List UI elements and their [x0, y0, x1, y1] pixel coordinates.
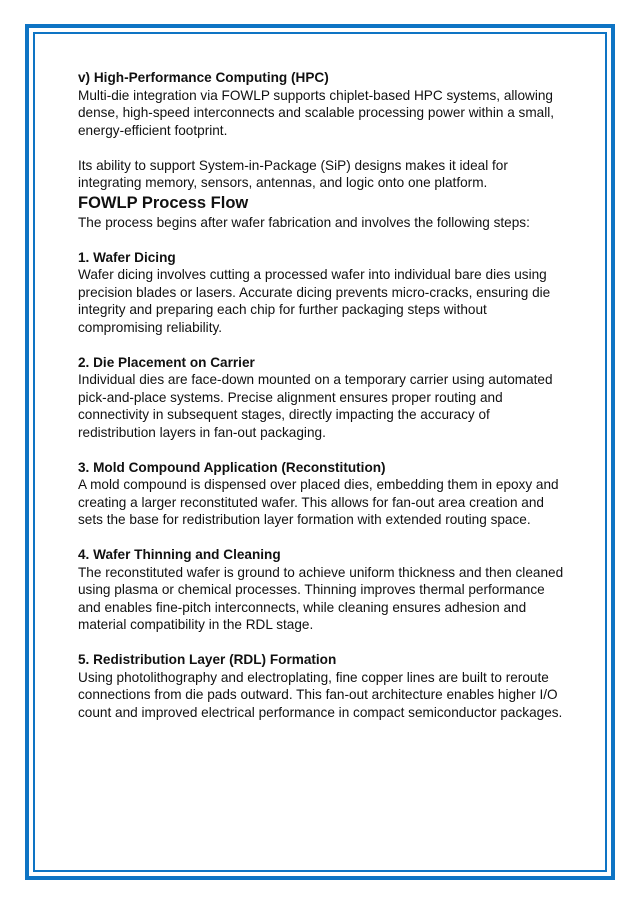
hpc-paragraph-2: Its ability to support System-in-Package (SiP) designs makes it ideal for integrating memory, sensors, antennas, and logic onto one platform.: [78, 157, 508, 190]
step-wafer-dicing: [78, 249, 570, 337]
section-heading: FOWLP Process Flow: [78, 193, 249, 212]
step-body: Using photolithography and electroplating, fine copper lines are built to reroute connections from die pads outward. This fan-out architecture enables higher I/O count and improved electrical performance in compact semiconductor packages.: [78, 669, 563, 720]
document-body: [78, 69, 570, 739]
step-body: A mold compound is dispensed over placed dies, embedding them in epoxy and creating a larger reconstituted wafer. This allows for fan-out area creation and sets the base for redistribution layer formation with extended routing space.: [78, 477, 559, 527]
step-mold-compound: [78, 459, 570, 529]
step-wafer-thinning: [78, 546, 570, 634]
step-title: 5. Redistribution Layer (RDL) Formation: [78, 652, 337, 667]
hpc-paragraph-1: Multi-die integration via FOWLP supports chiplet-based HPC systems, allowing dense, high-speed interconnects and scalable processing power within a small, energy-efficient footprint.: [78, 87, 555, 138]
step-body: Individual dies are face-down mounted on a temporary carrier using automated pick-and-place systems. Precise alignment ensures proper routing and connectivity in subsequent stages, directly impacting the accuracy of redistribution layers in fan-out packaging.: [78, 372, 553, 440]
process-intro: The process begins after wafer fabrication and involves the following steps:: [78, 214, 530, 230]
step-body: Wafer dicing involves cutting a processed wafer into individual bare dies using precision blades or lasers. Accurate dicing prevents micro-cracks, ensuring die integrity and preparing each chip for further packaging steps without compromising reliability.: [78, 267, 551, 335]
spacer: [78, 139, 570, 157]
hpc-title: v) High-Performance Computing (HPC): [78, 70, 329, 85]
step-title: 3. Mold Compound Application (Reconstitution): [78, 459, 386, 475]
step-die-placement: [78, 354, 570, 442]
step-title: 4. Wafer Thinning and Cleaning: [78, 547, 281, 562]
step-title: 2. Die Placement on Carrier: [78, 354, 255, 370]
step-rdl-formation: [78, 651, 570, 721]
step-body: The reconstituted wafer is ground to achieve uniform thickness and then cleaned using plasma or chemical processes. Thinning improves thermal performance and enables fine-pitch interconnects, while cleaning ensures adhesion and material compatibility in the RDL stage.: [78, 564, 564, 632]
step-title: 1. Wafer Dicing: [78, 249, 176, 265]
hpc-section: [78, 69, 570, 139]
